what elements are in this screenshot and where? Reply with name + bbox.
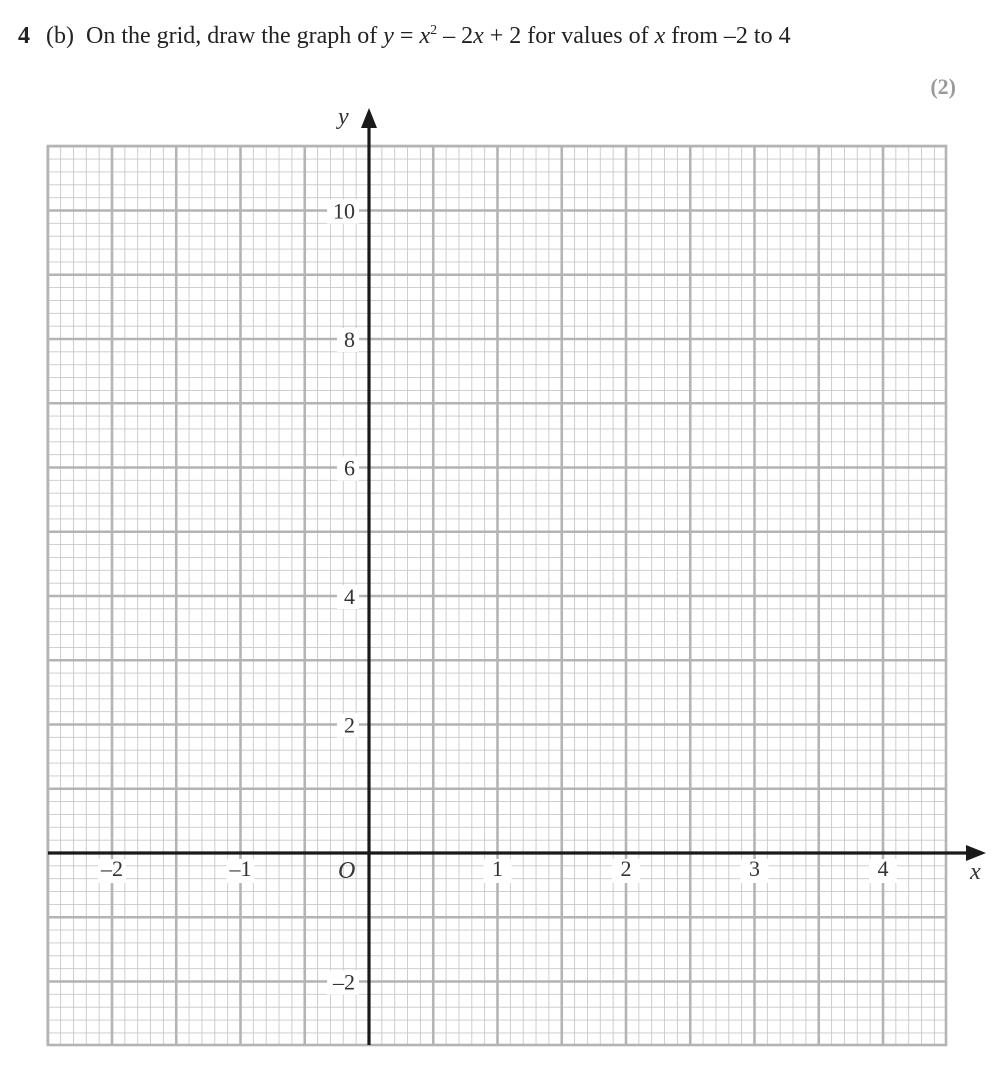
range-variable: x [654,23,666,49]
question-prompt: On the grid, draw the graph of [85,23,378,49]
question-for-values: for values of [527,23,649,49]
equation-equals: = [399,23,414,49]
y-tick-label: 2 [344,712,355,738]
x-tick-label: –2 [101,856,123,881]
x-tick-label: 3 [749,856,760,881]
equation-lhs: y [383,23,394,49]
equation-exponent: 2 [430,23,438,38]
y-axis-arrowhead [361,108,377,128]
y-tick-label: 6 [344,455,355,481]
y-tick-label: 10 [333,198,355,224]
y-axis-label: y [338,104,349,130]
equation-x: x [419,23,431,49]
range-text: from –2 to 4 [671,23,791,49]
y-tick-label: 8 [344,327,355,352]
x-tick-label: –1 [229,856,252,881]
equation-x2: x [473,23,484,49]
x-tick-label: 4 [877,856,889,881]
equation-middle: – 2 [443,23,474,49]
equation-tail: + 2 [489,23,522,49]
x-tick-label: 2 [620,856,632,881]
x-tick-label: 1 [492,856,503,881]
origin-label: O [338,858,356,884]
question-number: 4 [18,23,30,49]
question-part: (b) [46,23,74,49]
major-grid [48,146,946,1045]
marks-indicator: (2) [930,74,956,99]
y-tick-label: 4 [344,584,355,609]
x-axis-label: x [970,859,981,885]
y-tick-label: –2 [333,969,355,995]
